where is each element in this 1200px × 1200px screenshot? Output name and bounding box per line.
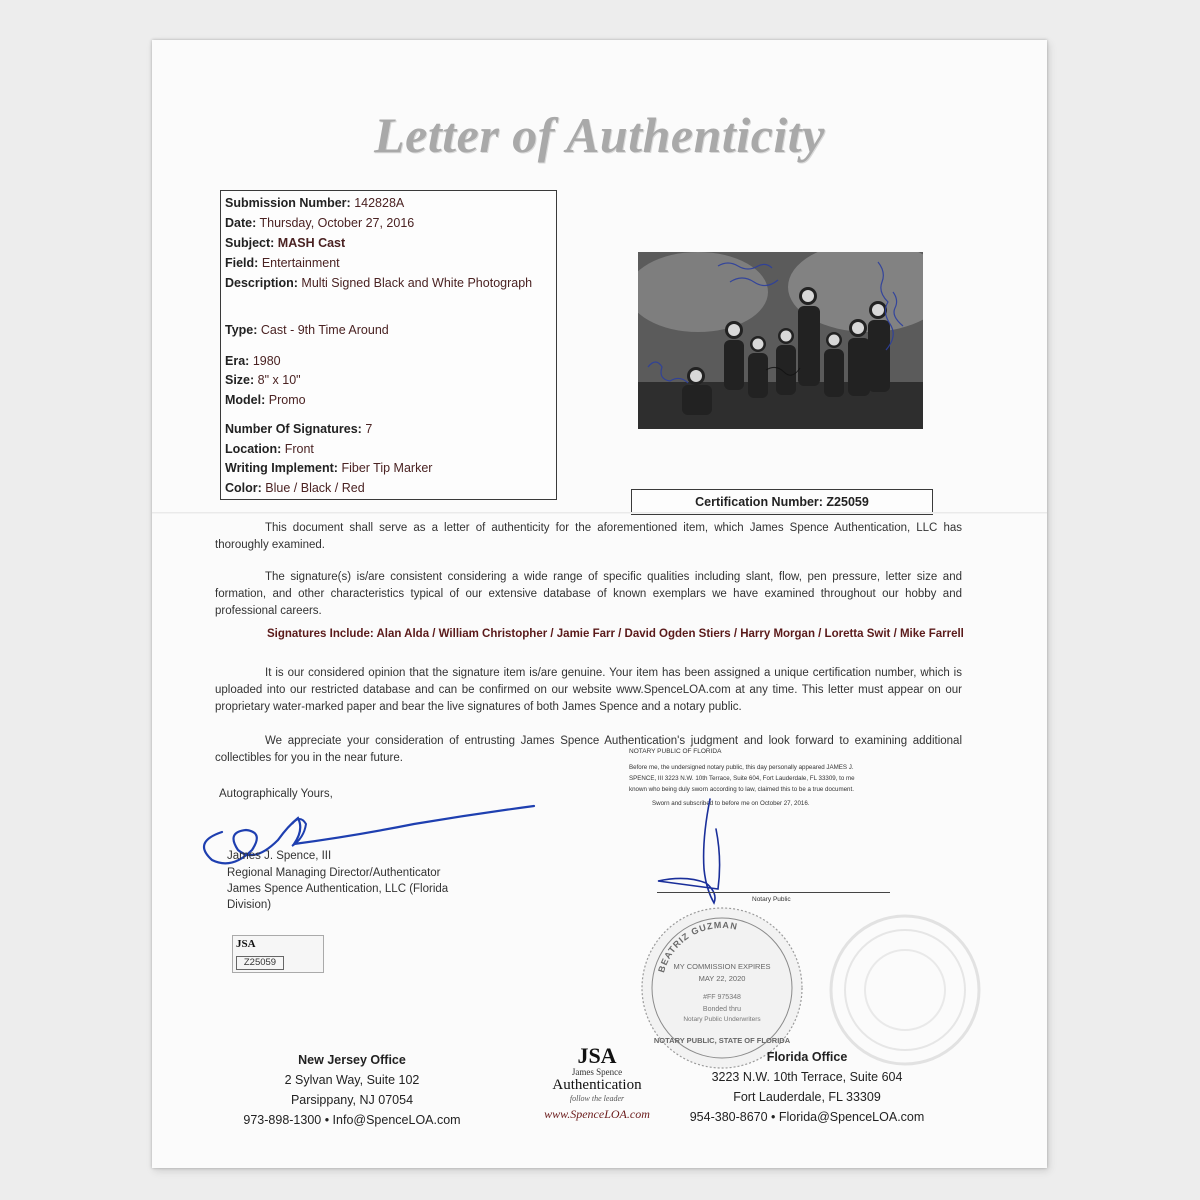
- field-row: [225, 255, 340, 271]
- description-row: [225, 274, 545, 293]
- seal-name: BEATRIZ GUZMAN: [656, 919, 739, 974]
- implement-value: Fiber Tip Marker: [341, 461, 433, 475]
- submission-value: 142828A: [354, 196, 405, 210]
- date-label: Date:: [225, 216, 257, 230]
- subject-label: Subject:: [225, 236, 275, 250]
- embossed-seal: [825, 910, 985, 1070]
- notary-line-1: Before me, the undersigned notary public, this day personally appeared JAMES J.: [629, 764, 854, 771]
- fl-office-line-2: Fort Lauderdale, FL 33309: [733, 1090, 881, 1104]
- closing-text: Autographically Yours,: [219, 788, 333, 800]
- type-value: Cast - 9th Time Around: [260, 323, 389, 337]
- size-row: [225, 372, 301, 388]
- size-value: 8" x 10": [257, 373, 301, 387]
- seal-underwriters: Notary Public Underwriters: [683, 1016, 761, 1023]
- notary-public-label: Notary Public: [752, 896, 791, 903]
- jsa-sticker-code: Z25059: [236, 956, 284, 970]
- certification-number-box: Certification Number: Z25059: [631, 489, 933, 515]
- jsa-logo-url: www.SpenceLOA.com: [544, 1107, 650, 1121]
- seal-number: #FF 975348: [703, 994, 741, 1001]
- notary-signature-line: [657, 892, 890, 893]
- num-signatures-value: 7: [365, 422, 373, 436]
- nj-office: [242, 1050, 462, 1130]
- signer-name: James J. Spence, III: [227, 850, 332, 862]
- description-value: Multi Signed Black and White Photograph: [301, 276, 533, 290]
- color-label: Color:: [225, 481, 262, 495]
- description-label: Description:: [225, 276, 298, 290]
- notary-heading: NOTARY PUBLIC OF FLORIDA: [629, 748, 722, 755]
- seal-bonded: Bonded thru: [702, 1006, 742, 1013]
- color-value: Blue / Black / Red: [265, 481, 365, 495]
- jsa-sticker: [232, 935, 324, 973]
- color-row: [225, 480, 365, 496]
- signer-company-1: James Spence Authentication, LLC (Florida: [227, 883, 449, 895]
- field-value: Entertainment: [261, 256, 340, 270]
- paragraph-consistency: The signature(s) is/are consistent considering a wide range of specific qualities including slant, flow, pen pressure, letter size and formation, and other characteristics typical of our extensive database of known exemplars we have examined throughout our hobby and professional careers.: [215, 571, 962, 617]
- item-photograph: [638, 252, 923, 429]
- nj-office-heading: New Jersey Office: [298, 1053, 406, 1067]
- type-label: Type:: [225, 323, 258, 337]
- item-info-box: [220, 190, 557, 500]
- page-title: Letter of Authenticity: [374, 107, 825, 163]
- signer-title: Regional Managing Director/Authenticator: [227, 867, 441, 879]
- num-signatures-row: [225, 421, 372, 437]
- location-label: Location:: [225, 442, 282, 456]
- size-label: Size:: [225, 373, 255, 387]
- fl-office-line-1: 3223 N.W. 10th Terrace, Suite 604: [711, 1070, 903, 1084]
- paragraph-opinion: It is our considered opinion that the signature item is/are genuine. Your item has been assigned a unique certification number, which is uploaded into our restricted database and can be confirmed on our website www.SpenceLOA.com at any time. This letter must appear on our proprietary water-marked paper and bear the live signatures of both James Spence and a notary public.: [215, 667, 962, 713]
- paragraph-examined: This document shall serve as a letter of authenticity for the aforementioned item, which James Spence Authentication, LLC has thoroughly examined.: [215, 522, 962, 551]
- fl-office: [687, 1047, 927, 1127]
- location-row: [225, 441, 314, 457]
- implement-label: Writing Implement:: [225, 461, 338, 475]
- era-value: 1980: [252, 354, 281, 368]
- model-value: Promo: [268, 393, 306, 407]
- type-row: [225, 322, 389, 338]
- model-label: Model:: [225, 393, 266, 407]
- submission-row: [225, 195, 404, 211]
- date-row: [225, 215, 414, 231]
- field-label: Field:: [225, 256, 259, 270]
- paragraph-appreciation: We appreciate your consideration of entrusting James Spence Authentication's judgment and look forward to examining additional collectibles for you in the near future.: [215, 735, 962, 764]
- jsa-logo-auth: Authentication: [552, 1077, 642, 1093]
- letter-paper: [152, 40, 1047, 1168]
- jsa-logo-tagline: follow the leader: [569, 1094, 625, 1103]
- notary-line-4: Sworn and subscribed to before me on October 27, 2016.: [652, 800, 810, 807]
- subject-value: MASH Cast: [277, 236, 346, 250]
- nj-office-line-3: 973-898-1300 • Info@SpenceLOA.com: [243, 1113, 461, 1127]
- subject-row: [225, 235, 345, 251]
- notary-line-2: SPENCE, III 3223 N.W. 10th Terrace, Suite 604, Fort Lauderdale, FL 33309, to me: [629, 775, 855, 782]
- seal-state: NOTARY PUBLIC, STATE OF FLORIDA: [653, 1036, 791, 1045]
- fl-office-heading: Florida Office: [766, 1050, 848, 1064]
- nj-office-line-1: 2 Sylvan Way, Suite 102: [284, 1073, 420, 1087]
- era-label: Era:: [225, 354, 250, 368]
- jsa-sticker-brand: JSA: [236, 938, 256, 950]
- submission-label: Submission Number:: [225, 196, 351, 210]
- seal-commission: MY COMMISSION EXPIRES: [673, 962, 771, 971]
- notary-line-3: known who being duly sworn according to law, claimed this to be a true document.: [629, 786, 854, 793]
- location-value: Front: [284, 442, 314, 456]
- era-row: [225, 353, 281, 369]
- nj-office-line-2: Parsippany, NJ 07054: [290, 1093, 414, 1107]
- signatures-include: Signatures Include: Alan Alda / William Christopher / Jamie Farr / David Ogden Stiers / Harry Morgan / Loretta Swit / Mike Farrell: [267, 628, 964, 640]
- fl-office-line-3: 954-380-8670 • Florida@SpenceLOA.com: [689, 1110, 925, 1124]
- implement-row: [225, 460, 432, 476]
- jsa-logo-brand: JSA: [577, 1043, 617, 1068]
- model-row: [225, 392, 306, 408]
- seal-expires: MAY 22, 2020: [698, 974, 746, 983]
- signer-company-2: Division): [227, 899, 272, 911]
- date-value: Thursday, October 27, 2016: [259, 216, 415, 230]
- jsa-logo: [522, 1045, 672, 1123]
- jsa-logo-sub: James Spence: [571, 1067, 623, 1077]
- photo-figures: [638, 252, 923, 429]
- num-signatures-label: Number Of Signatures:: [225, 422, 362, 436]
